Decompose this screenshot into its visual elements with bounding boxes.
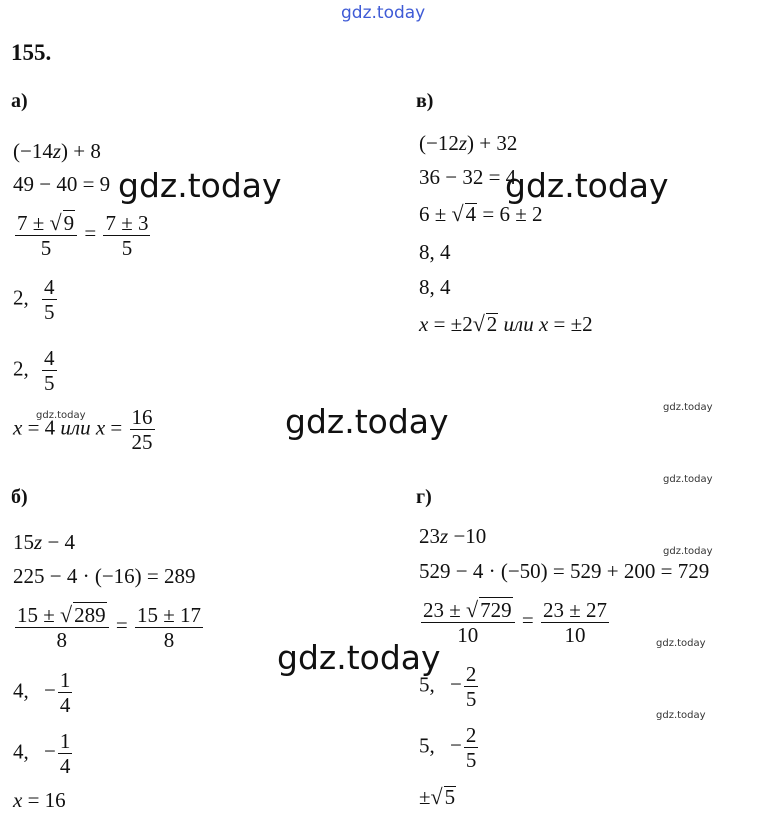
a-line-4: 2, $\frac{4}{5}$ <box>13 275 55 325</box>
g-line-5: 5, − $\frac{2}{5}$ <box>419 723 477 773</box>
g-line-4: 5, − $\frac{2}{5}$ <box>419 662 477 712</box>
section-label-a: а) <box>11 90 28 112</box>
watermark-large: gdz.today <box>505 166 669 205</box>
b-line-6: x = 16 <box>13 788 66 812</box>
b-line-1: 15z − 4 <box>13 530 76 554</box>
problem-number: 155. <box>11 40 52 65</box>
v-line-4: 8, 4 <box>419 240 451 264</box>
v-line-5: 8, 4 <box>419 275 451 299</box>
g-line-3: $\frac{23 \pm √729}{10}$ = $\frac{23 \pm 27}{10}$ <box>423 597 607 648</box>
a-line-1: (−14z) + 8 <box>13 139 101 163</box>
v-line-6: x = ±2√2 или x = ±2 <box>419 311 593 336</box>
watermark-small: gdz.today <box>663 474 713 485</box>
a-line-6: x = 4 или x = $\frac{16}{25}$ <box>13 405 153 455</box>
g-line-1: 23z −10 <box>419 524 487 548</box>
a-line-2: 49 − 40 = 9 <box>13 172 111 196</box>
watermark-large: gdz.today <box>118 166 282 205</box>
watermark-large: gdz.today <box>285 402 449 441</box>
watermark-small: gdz.today <box>36 410 86 421</box>
watermark-small: gdz.today <box>656 638 706 649</box>
b-line-2: 225 − 4 · (−16) = 289 <box>13 564 196 588</box>
b-line-5: 4, − $\frac{1}{4}$ <box>13 729 71 779</box>
b-line-3: $\frac{15 \pm √289}{8}$ = $\frac{15 \pm 17}{8}$ <box>17 602 201 653</box>
v-line-3: 6 ± √4 = 6 ± 2 <box>419 201 543 226</box>
a-line-3: $\frac{7 \pm √9}{5}$ = $\frac{7 \pm 3}{5}$ <box>17 210 149 261</box>
v-line-1: (−12z) + 32 <box>419 131 518 155</box>
b-line-4: 4, − $\frac{1}{4}$ <box>13 668 71 718</box>
watermark-large: gdz.today <box>277 638 441 677</box>
g-line-6: ±√5 <box>419 784 456 809</box>
watermark-small: gdz.today <box>663 402 713 413</box>
watermark-small: gdz.today <box>663 546 713 557</box>
g-line-2: 529 − 4 · (−50) = 529 + 200 = 729 <box>419 559 710 583</box>
section-label-g: г) <box>416 486 432 508</box>
header-watermark: gdz.today <box>341 3 426 23</box>
a-line-5: 2, $\frac{4}{5}$ <box>13 346 55 396</box>
watermark-small: gdz.today <box>656 710 706 721</box>
v-line-2: 36 − 32 = 4 <box>419 165 517 189</box>
section-label-v: в) <box>416 90 434 112</box>
section-label-b: б) <box>11 486 28 508</box>
